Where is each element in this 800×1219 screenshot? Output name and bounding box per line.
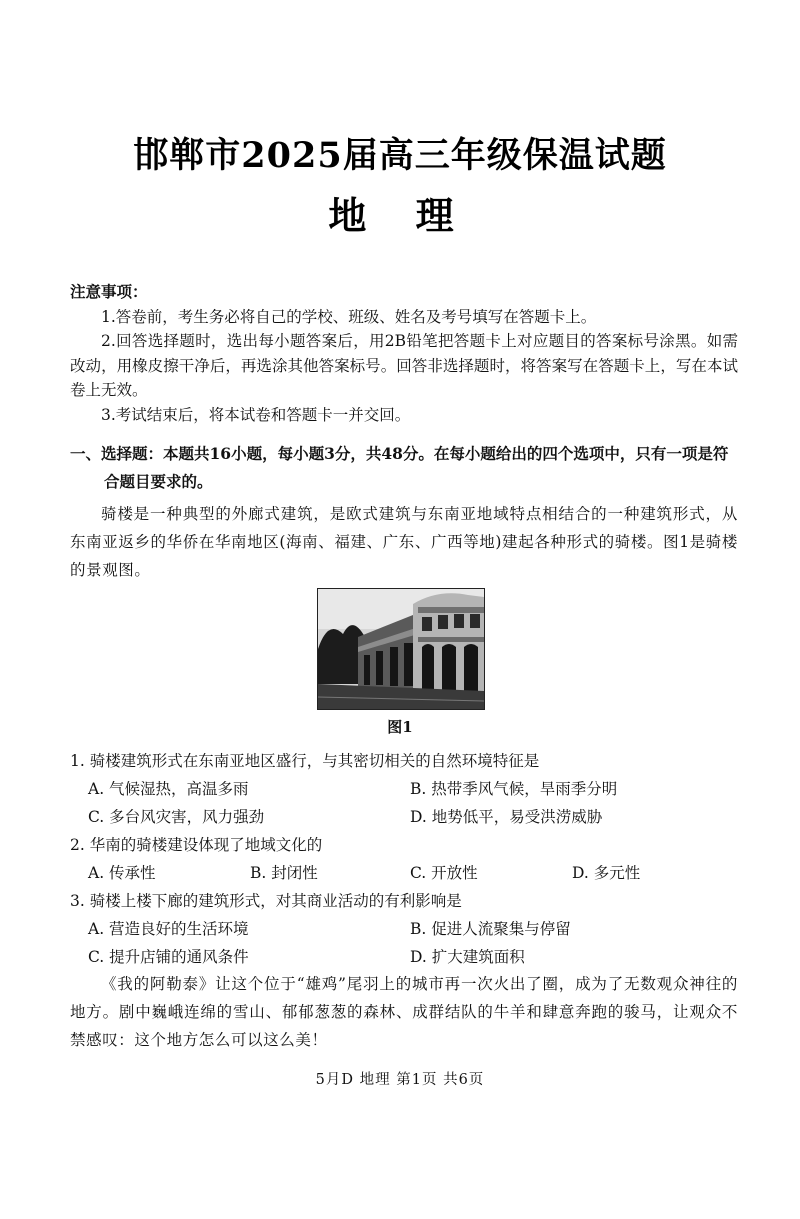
option-row	[70, 915, 750, 943]
section-line: 一、选择题：本题共16小题，每小题3分，共48分。在每小题给出的四个选项中，只有一项是符	[70, 444, 729, 463]
subject-title: 地 理	[328, 193, 472, 238]
notice-item: 1.答卷前，考生务必将自己的学校、班级、姓名及考号填写在答题卡上。	[101, 307, 597, 326]
option-a: A. 传承性	[88, 864, 156, 882]
notice-item: 2.回答选择题时，选出每小题答案后，用2B铅笔把答题卡上对应题目的答案标号涂黑。如需改动，用橡皮擦干净后，再选涂其他答案标号。回答非选择题时，将答案写在答题卡上，写在本试卷上无效。	[70, 332, 738, 399]
question-3	[70, 887, 750, 971]
question-1	[70, 747, 750, 831]
question-stem: 1. 骑楼建筑形式在东南亚地区盛行，与其密切相关的自然环境特征是	[70, 752, 540, 770]
notice-item: 3.考试结束后，将本试卷和答题卡一并交回。	[101, 405, 411, 424]
passage-qilou: 骑楼是一种典型的外廊式建筑，是欧式建筑与东南亚地域特点相结合的一种建筑形式，从东南亚返乡的华侨在华南地区(海南、福建、广东、广西等地)建起各种形式的骑楼。图1是骑楼的景观图。	[70, 505, 738, 579]
option-row	[70, 775, 750, 803]
option-a: A. 气候湿热，高温多雨	[88, 780, 249, 798]
option-d: D. 多元性	[572, 864, 641, 882]
passage-altay: 《我的阿勒泰》让这个位于“雄鸡”尾羽上的城市再一次火出了圈，成为了无数观众神往的地方。剧中巍峨连绵的雪山、郁郁葱葱的森林、成群结队的牛羊和肆意奔跑的骏马，让观众不禁感叹：这个地方怎么可以这么美！	[70, 975, 738, 1049]
option-c: C. 多台风灾害，风力强劲	[88, 808, 265, 826]
question-2	[70, 831, 750, 887]
section-line: 合题目要求的。	[104, 472, 213, 491]
question-stem: 2. 华南的骑楼建设体现了地域文化的	[70, 836, 323, 854]
option-row	[70, 859, 750, 887]
option-a: A. 营造良好的生活环境	[88, 920, 249, 938]
option-c: C. 开放性	[410, 864, 478, 882]
option-c: C. 提升店铺的通风条件	[88, 948, 249, 966]
notice-heading: 注意事项：	[70, 282, 148, 301]
option-row	[70, 803, 750, 831]
exam-title: 邯郸市2025届高三年级保温试题	[133, 135, 667, 176]
option-b: B. 热带季风气候，旱雨季分明	[410, 780, 618, 798]
question-stem: 3. 骑楼上楼下廊的建筑形式，对其商业活动的有利影响是	[70, 892, 462, 910]
figure-caption: 图1	[387, 718, 413, 736]
section-heading	[70, 440, 740, 496]
option-d: D. 扩大建筑面积	[410, 948, 525, 966]
option-b: B. 促进人流聚集与停留	[410, 920, 571, 938]
option-row	[70, 943, 750, 971]
option-b: B. 封闭性	[250, 864, 318, 882]
page-footer: 5月D 地理 第1页 共6页	[315, 1072, 485, 1088]
notice-block	[70, 280, 738, 427]
qilou-photo	[317, 588, 485, 710]
option-d: D. 地势低平，易受洪涝威胁	[410, 808, 603, 826]
